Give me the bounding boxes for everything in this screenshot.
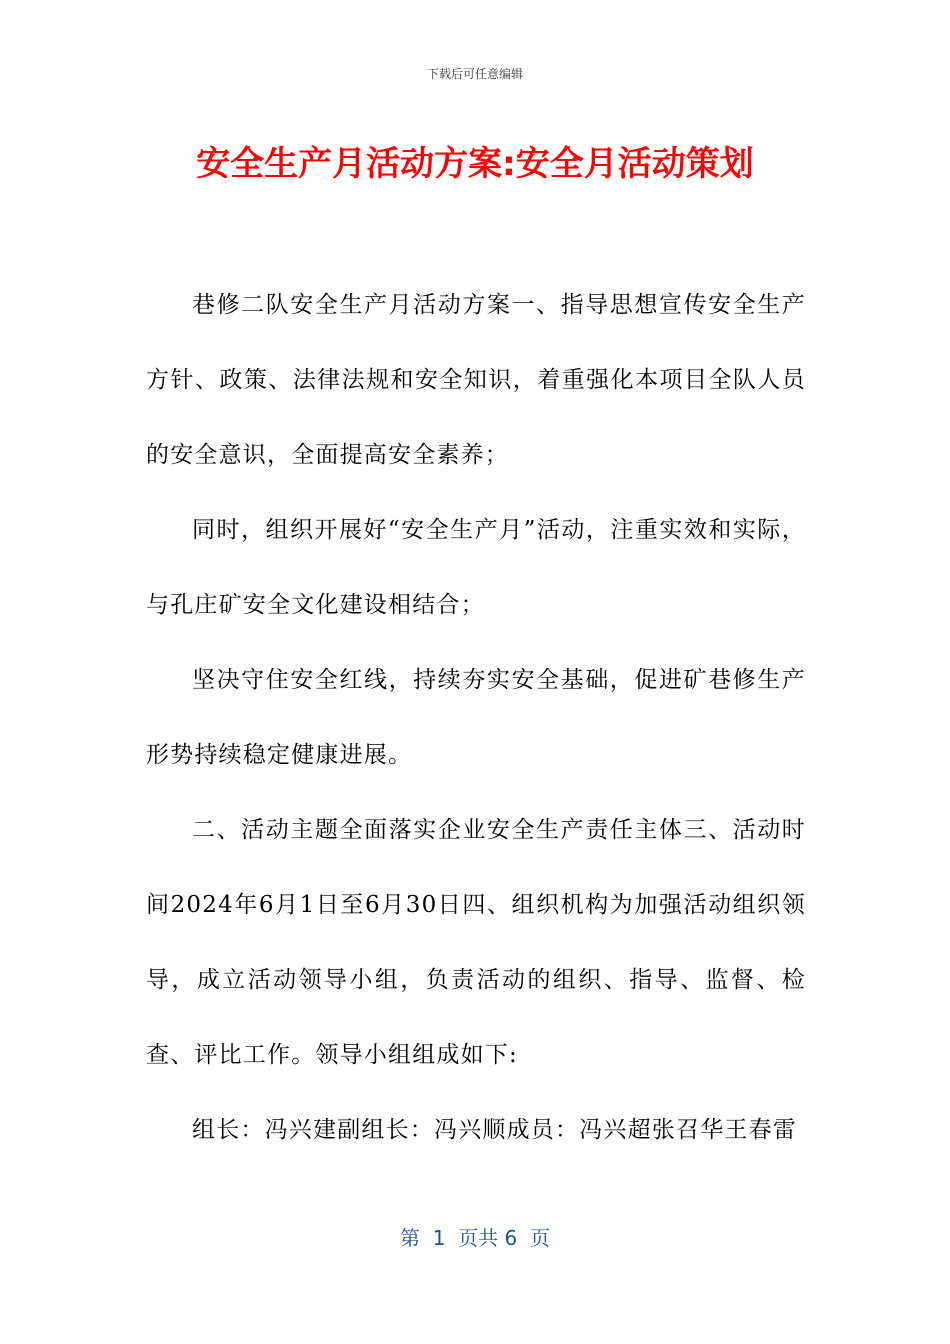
- document-body: [146, 268, 806, 1168]
- paragraph-activity-organization: 同时，组织开展好“安全生产月”活动，注重实效和实际，与孔庄矿安全文化建设相结合；: [146, 517, 806, 618]
- paragraph-theme-time-organization: 二、活动主题全面落实企业安全生产责任主体三、活动时间2024年6月1日至6月30日四、组织机构为加强活动组织领导，成立活动领导小组，负责活动的组织、指导、监督、检查、评比工作。领导小组组成如下:: [146, 817, 806, 1068]
- paragraph-leadership-members: 组长：冯兴建副组长：冯兴顺成员：冯兴超张召华王春雷: [192, 1117, 797, 1143]
- paragraph-safety-baseline: 坚决守住安全红线，持续夯实安全基础，促进矿巷修生产形势持续稳定健康进展。: [146, 667, 806, 768]
- paragraph-guiding-thought: 巷修二队安全生产月活动方案一、指导思想宣传安全生产方针、政策、法律法规和安全知识，着重强化本项目全队人员的安全意识，全面提高安全素养；: [146, 292, 806, 468]
- document-title: 安全生产月活动方案:安全月活动策划: [196, 144, 754, 184]
- header-note: 下载后可任意编辑: [426, 67, 523, 81]
- page-number-footer: 第 1 页共 6 页: [400, 1226, 550, 1250]
